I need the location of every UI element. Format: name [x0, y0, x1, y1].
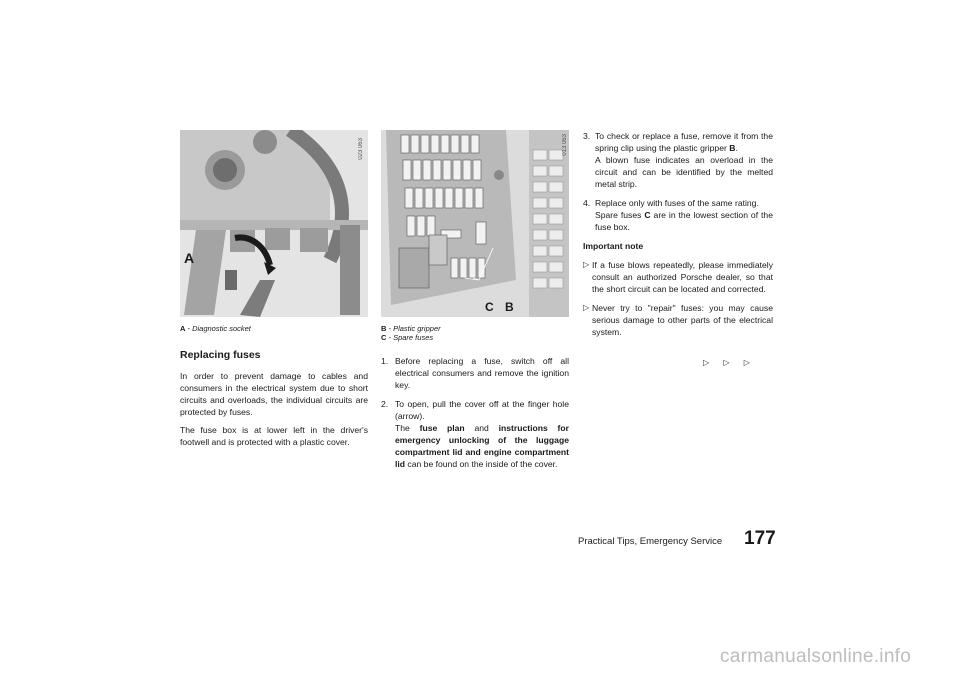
list-item [381, 355, 569, 391]
caption-c [381, 333, 433, 342]
step-text: are in the lowest section of the fuse box. [595, 210, 773, 232]
step-text: and [464, 423, 499, 433]
caption-text: - Plastic gripper [386, 324, 441, 333]
photo-code-middle: 013 063 [562, 134, 568, 156]
steps-list [381, 355, 569, 470]
paragraph: The fuse box is at lower left in the driver's footwell and is protected with a plastic cover. [180, 425, 368, 447]
caption-b [381, 324, 441, 333]
step-text: Before replacing a fuse, switch off all electrical consumers and remove the ignition key. [395, 356, 569, 390]
section-footer: Practical Tips, Emergency Service [578, 536, 723, 547]
photo-code-left: 023 063 [358, 138, 364, 160]
bullet-arrow-icon: ▷ [583, 303, 590, 312]
step-text: can be found on the inside of the cover. [405, 459, 558, 469]
step-number: 3. [583, 131, 591, 141]
notes-list [583, 259, 773, 338]
fuse-box-photo [381, 130, 569, 317]
list-item [583, 197, 773, 233]
steps-list-continued [583, 130, 773, 233]
list-item [381, 398, 569, 470]
watermark: carmanualsonline.info [720, 646, 912, 667]
caption-text: - Spare fuses [386, 333, 434, 342]
continue-arrow-icon: ▷ [703, 358, 710, 367]
continue-arrows [703, 358, 750, 367]
step-number: 2. [381, 399, 389, 409]
caption-letter: B [381, 324, 387, 333]
step-text: Replace only with fuses of the same rating. [595, 198, 759, 208]
continue-arrow-icon: ▷ [743, 358, 750, 367]
photo-label-b: B [505, 300, 514, 314]
caption-letter: A [180, 324, 186, 333]
bold-term: fuse plan [419, 423, 465, 433]
note-text: If a fuse blows repeatedly, please immediately consult an authorized Porsche dealer, so that the short circuit can be located and corrected. [592, 260, 773, 294]
list-item [583, 259, 773, 295]
step-text: To open, pull the cover off at the finger hole (arrow). [395, 399, 569, 421]
footwell-photo [180, 130, 368, 317]
bold-term: B [729, 143, 736, 153]
note-text: Never try to "repair" fuses: you may cause serious damage to other parts of the electrical system. [592, 303, 773, 337]
step-number: 1. [381, 356, 389, 366]
caption-text: - Diagnostic socket [185, 324, 251, 333]
important-heading: Important note [583, 241, 644, 251]
bullet-arrow-icon: ▷ [583, 260, 590, 269]
list-item [583, 302, 773, 338]
step-text: The [395, 423, 420, 433]
continue-arrow-icon: ▷ [723, 358, 730, 367]
section-heading: Replacing fuses [180, 349, 261, 361]
photo-label-a: A [184, 250, 195, 266]
bold-term: instructions for emergency unlocking of the luggage compartment lid and engine compartment lid [395, 423, 569, 469]
step-text: A blown fuse indicates an overload in the circuit and can be identified by the melted metal strip. [595, 155, 773, 189]
step-text: To check or replace a fuse, remove it from the spring clip using the plastic gripper [595, 131, 773, 153]
photo-label-c: C [485, 300, 494, 314]
caption-letter: C [381, 333, 387, 342]
page-number: 177 [744, 528, 776, 549]
step-text: Spare fuses [595, 210, 645, 220]
bold-term: C [644, 210, 651, 220]
step-number: 4. [583, 198, 591, 208]
caption-a [180, 324, 251, 333]
list-item [583, 130, 773, 190]
step-text: . [735, 143, 738, 153]
paragraph: In order to prevent damage to cables and consumers in the electrical system due to short circuits and overloads, the individual circuits are protected by fuses. [180, 371, 368, 417]
